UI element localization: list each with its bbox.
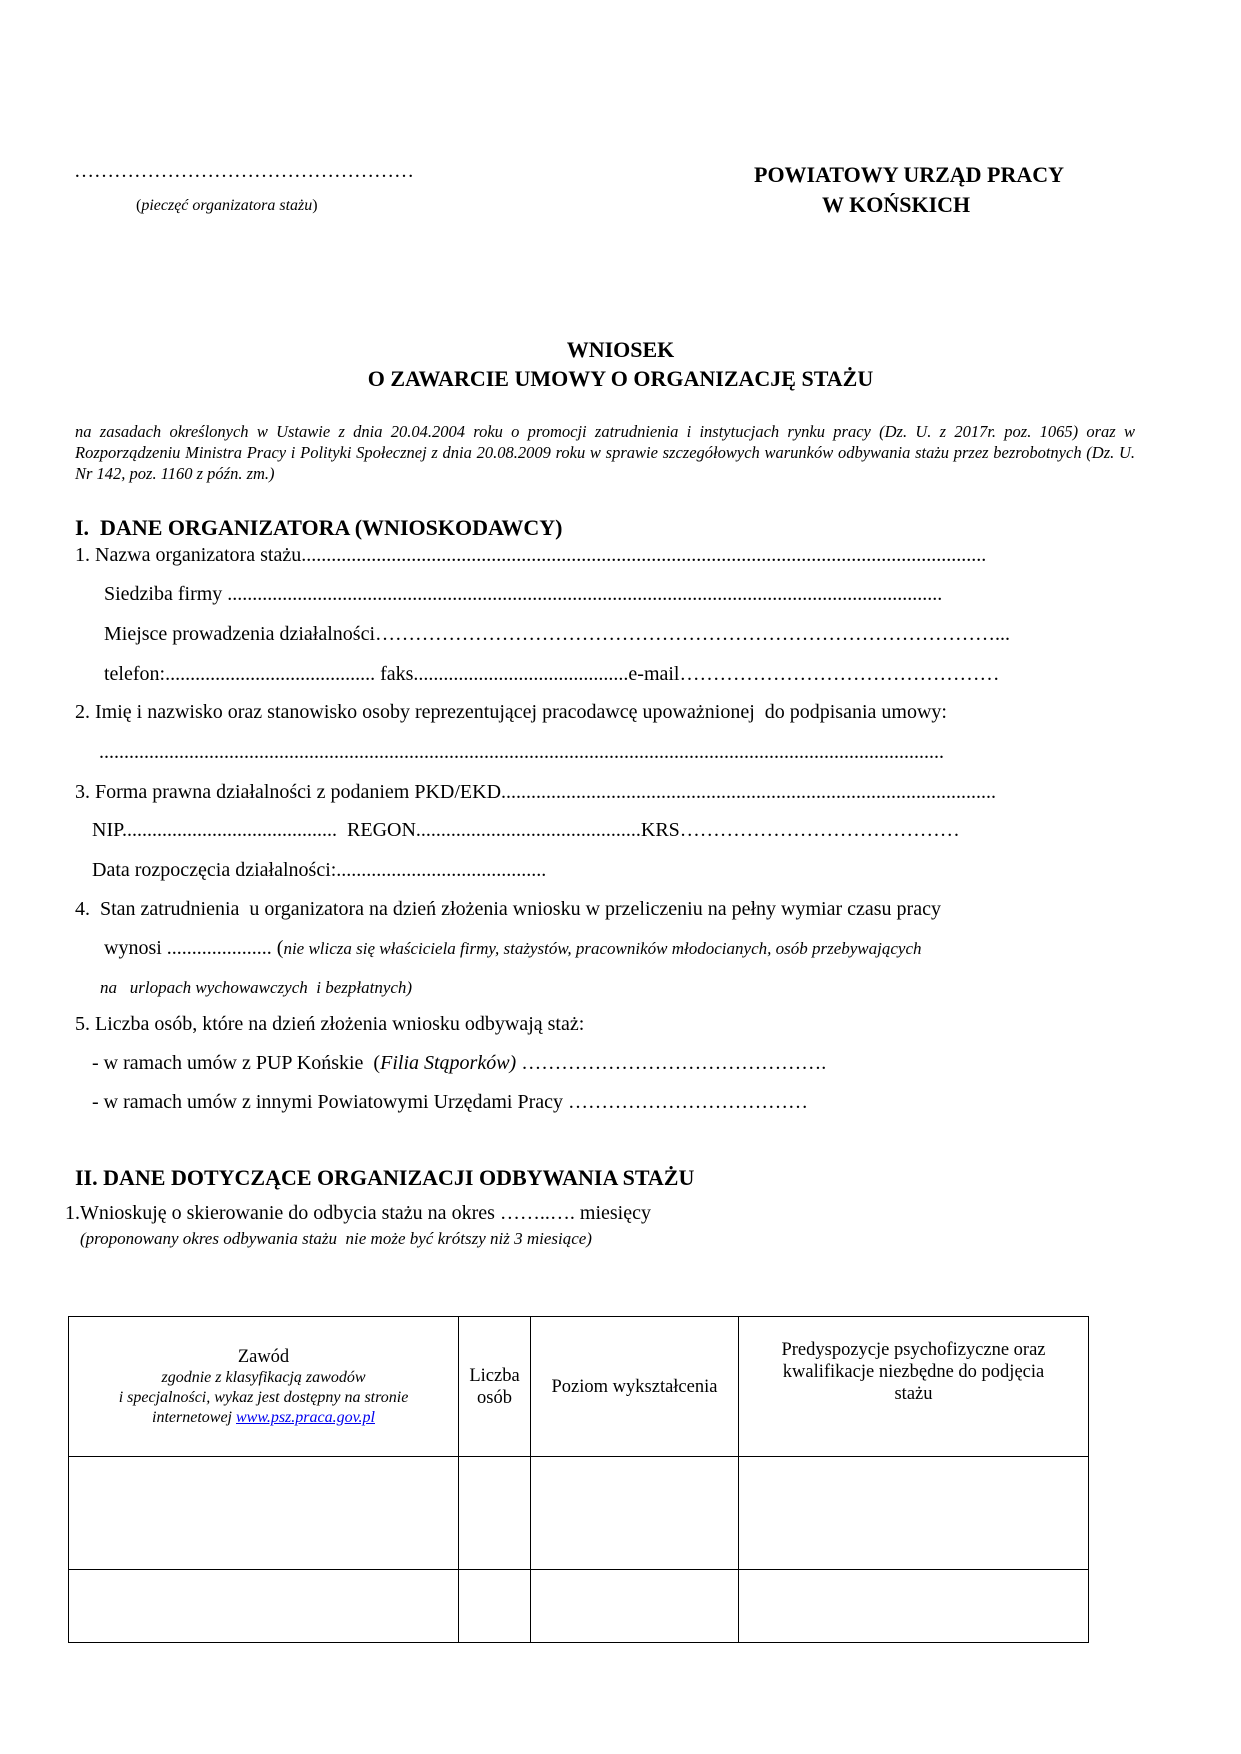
header-occupation-note3 [69,1408,458,1428]
cell-qualifications[interactable] [739,1570,1089,1643]
representative-label: 2. Imię i nazwisko oraz stanowisko osoby reprezentującej pracodawcę upoważnionej do podpisania umowy: [75,701,947,723]
header-qualifications-l2: kwalifikacje niezbędne do podjęcia [782,1362,1045,1382]
header-education [531,1317,739,1457]
section2-heading: II. DANE DOTYCZĄCE ORGANIZACJI ODBYWANIA STAŻU [75,1165,695,1190]
table-row [69,1457,1089,1570]
table-row [69,1570,1089,1643]
representative-field[interactable]: ......................................................................................................................................................................... [99,741,944,763]
cell-education[interactable] [531,1457,739,1570]
interns-pup-dots: ………………………………………. [516,1052,827,1074]
header-count-l1: Liczba [469,1365,520,1386]
tax-ids-fields[interactable]: NIP........................................... REGON.............................................KRS…………………………………… [92,819,960,841]
header-count-l2: osób [477,1387,512,1408]
header-count [459,1317,531,1457]
interns-pup-field[interactable] [92,1052,826,1075]
employment-label: 4. Stan zatrudnienia u organizatora na dzień złożenia wniosku w przeliczeniu na pełny wymiar czasu pracy [75,898,941,920]
stamp-caption-close: ) [312,197,318,214]
employment-note-cont: na urlopach wychowawczych i bezpłatnych) [100,978,413,997]
contact-fields[interactable]: telefon:.......................................... faks...........................................e-mail………………………………………… [104,663,1000,685]
header-qualifications-l1: Predyspozycje psychofizyczne oraz [781,1340,1046,1360]
stamp-caption [136,197,318,215]
header-qualifications-l3: stażu [894,1384,933,1404]
cell-occupation[interactable] [69,1570,459,1643]
interns-label: 5. Liczba osób, które na dzień złożenia wniosku odbywają staż: [75,1013,585,1035]
cell-occupation[interactable] [69,1457,459,1570]
office-city: W KOŃSKICH [822,192,971,217]
psz-website-link[interactable]: www.psz.praca.gov.pl [236,1408,375,1426]
interns-pup-branch: Filia Stąporków) [380,1052,517,1074]
legal-basis: na zasadach określonych w Ustawie z dnia 20.04.2004 roku o promocji zatrudnienia i instytucjach rynku pracy (Dz. U. z 2017r. poz. 1065) oraz w Rozporządzeniu Ministra Pracy i Polityki Społecznej z dnia 20.08.2009 roku w sprawie szczegółowych warunków odbywania stażu przez bezrobotnych (Dz. U. Nr 142, poz. 1160 z późn. zm.) [75,422,1135,483]
header-occupation-note2: i specjalności, wykaz jest dostępny na stronie [118,1388,409,1406]
stamp-caption-text: pieczęć organizatora stażu [141,197,313,214]
cell-count[interactable] [459,1457,531,1570]
section1-heading: I. DANE ORGANIZATORA (WNIOSKODAWCY) [75,515,563,540]
stamp-caption-open: ( [136,197,142,214]
document-title: WNIOSEK [566,337,675,362]
employment-count: wynosi ..................... ( [104,937,284,959]
document-subtitle: O ZAWARCIE UMOWY O ORGANIZACJĘ STAŻU [367,366,874,391]
header-occupation-note3-prefix: internetowej [152,1408,236,1426]
interns-other-field[interactable]: - w ramach umów z innymi Powiatowymi Urzędami Pracy ……………………………… [92,1091,808,1113]
cell-qualifications[interactable] [739,1457,1089,1570]
header-education-title: Poziom wykształcenia [551,1376,718,1397]
header-occupation-title: Zawód [237,1346,290,1367]
header-occupation-note1: zgodnie z klasyfikacją zawodów [161,1368,366,1386]
stamp-placeholder[interactable]: …………………………………………… [74,160,414,182]
business-place-field[interactable]: Miejsce prowadzenia działalności…………………………………………………………………………………... [104,623,1010,645]
header-occupation [69,1317,459,1457]
positions-table [68,1316,1089,1643]
employment-note: nie wlicza się właściciela firmy, stażystów, pracowników młodocianych, osób przebywających [283,939,922,958]
employment-field[interactable] [104,937,922,960]
organizer-name-field[interactable]: 1. Nazwa organizatora stażu......................................................................................................................................... [75,544,987,566]
office-name: POWIATOWY URZĄD PRACY [754,162,1065,187]
cell-education[interactable] [531,1570,739,1643]
internship-period-note: (proponowany okres odbywania stażu nie może być krótszy niż 3 miesiące) [80,1229,592,1248]
internship-period-field[interactable]: 1.Wnioskuję o skierowanie do odbycia stażu na okres ……..…. miesięcy [65,1202,651,1224]
table-header-row [69,1317,1089,1457]
start-date-field[interactable]: Data rozpoczęcia działalności:.......................................... [92,859,547,881]
cell-count[interactable] [459,1570,531,1643]
company-seat-field[interactable]: Siedziba firmy ............................................................................................................................................... [104,583,943,605]
interns-pup-label: - w ramach umów z PUP Końskie ( [92,1052,381,1074]
legal-form-field[interactable]: 3. Forma prawna działalności z podaniem PKD/EKD................................................................................................... [75,781,997,803]
header-qualifications [739,1317,1089,1457]
